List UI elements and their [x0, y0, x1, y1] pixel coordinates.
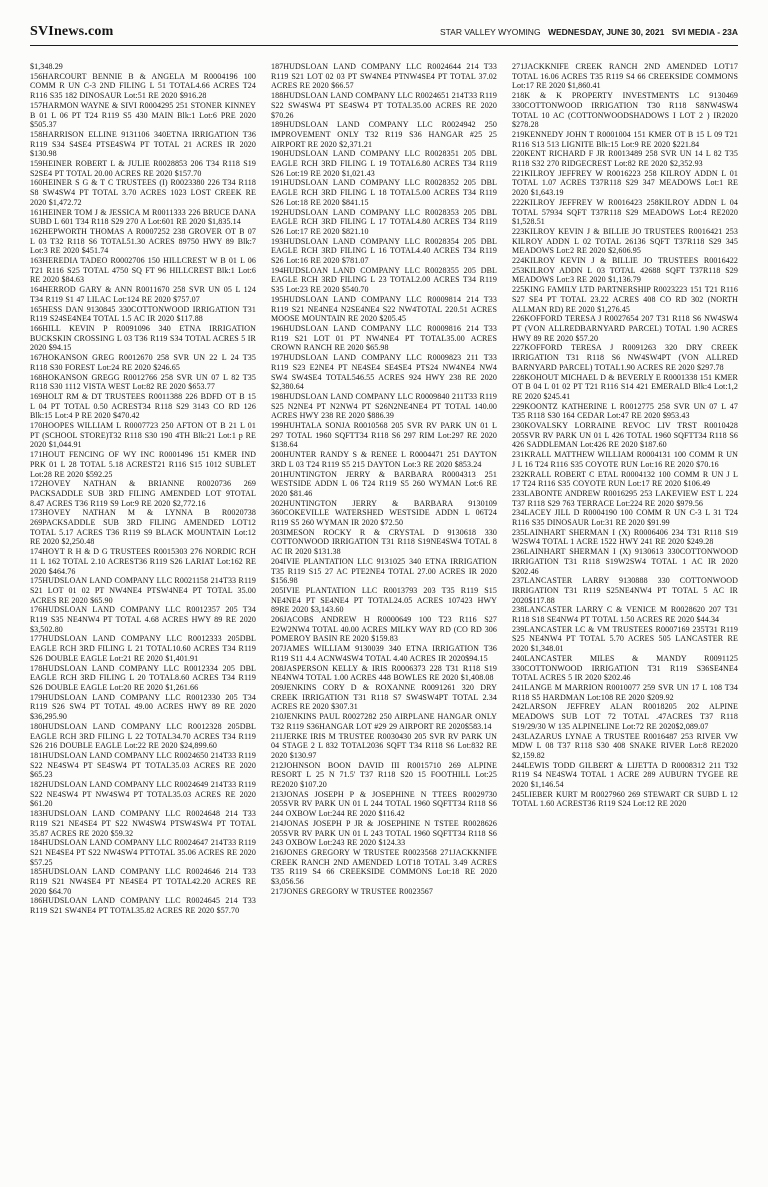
tax-entry: 232KRALL ROBERT C ETAL R0004132 100 COMM R UN J L 17 T24 R116 S35 COYOTE RUN Lot:17 RE 2020 $106.49 [512, 469, 738, 489]
tax-entry: 158HARRISON ELLINE 9131106 340ETNA IRRIGATION T36 R119 S34 S4SE4 PTSE4SW4 PT TOTAL 21 ACRES IR 2020 $130.98 [30, 129, 256, 159]
tax-entry: 235LAINHART SHERMAN I (X) R0006406 234 T31 R118 S19 W2SW4 TOTAL 1 ACRE 1522 HWY 241 RE 2020 $249.28 [512, 527, 738, 547]
notice-column-1 [30, 62, 256, 916]
tax-entry: 191HUDSLOAN LAND COMPANY LLC R0028352 205 DBL EAGLE RCH 3RD FILING L 18 TOTAL5.00 ACRES T34 R119 S26 Lot:18 RE 2020 $841.15 [271, 178, 497, 207]
header-rule [30, 45, 738, 46]
dateline [435, 27, 738, 37]
tax-entry: 201HUNTINGTON JERRY & BARBARA R0004313 251 WESTSIDE ADDN L 06 T24 R119 S5 260 WYMAN Lot:6 RE 2020 $81.46 [271, 469, 497, 498]
tax-entry: 184HUDSLOAN LAND COMPANY LLC R0024647 214T33 R119 S21 NE4SE4 PT S22 NW4SW4 PTTOTAL 35.06 ACRES RE 2020 $57.25 [30, 838, 256, 867]
tax-entry: 224KILROY KEVIN J & BILLIE JO TRUSTEES R0016422 253KILROY ADDN L 03 TOTAL 42688 SQFT T37R118 S29 MEADOWS Lot:3 RE 2020 $1,136.79 [512, 256, 738, 285]
tax-entry: 223KILROY KEVIN J & BILLIE JO TRUSTEES R0016421 253 KILROY ADDN L 02 TOTAL 26136 SQFT T37R118 S29 345 MEADOWS Lot:2 RE 2020 $2,606.95 [512, 226, 738, 256]
tax-entry: 238LANCASTER LARRY C & VENICE M R0028620 207 T31 R118 S18 SE4NW4 PT TOTAL 1.50 ACRES RE 2020 $44.34 [512, 605, 738, 625]
tax-entry: 202HUNTINGTON JERRY & BARBARA 9130109 360COKEVILLE WATERSHED WESTSIDE ADDN L 06T24 R119 S5 260 WYMAN IR 2020 $72.50 [271, 498, 497, 528]
tax-entry: 212JOHNSON BOON DAVID III R0015710 269 ALPINE RESORT L 25 N 71.5' T37 R118 S20 15 FOOTHILL Lot:25 RE2020 $107.20 [271, 760, 497, 790]
tax-entry: 196HUDSLOAN LAND COMPANY LLC R0009816 214 T33 R119 S21 LOT 01 PT NW4NE4 PT TOTAL35.00 ACRES CROWN RANCH RE 2020 $65.98 [271, 323, 497, 353]
tax-entry: 176HUDSLOAN LAND COMPANY LLC R0012357 205 T34 R119 S35 NE4NW4 PT TOTAL 4.68 ACRES HWY 89 RE 2020 $3,502.80 [30, 605, 256, 634]
tax-entry: 162HEPWORTH THOMAS A R0007252 238 GROVER OT B 07 L 03 T32 R118 S6 TOTAL51.30 ACRES 89750 HWY 89 Blk:7 Lot:3 RE 2020 $451.74 [30, 226, 256, 256]
tax-entry: 198HUDSLOAN LAND COMPANY LLC R0009840 211T33 R119 S25 N2NE4 PT N2NW4 PT S26N2NE4NE4 PT TOTAL 140.00 ACRES HWY 238 RE 2020 $886.39 [271, 391, 497, 421]
tax-entry: $1,348.29 [30, 62, 63, 71]
tax-entry: 213JONAS JOSEPH P & JOSEPHINE N TTEES R0029730 205SVR RV PARK UN 01 L 244 TOTAL 1960 SQFTT34 R118 S6 244 OXBOW Lot:244 RE 2020 $116.42 [271, 789, 497, 819]
tax-entry: 178HUDSLOAN LAND COMPANY LLC R0012334 205 DBL EAGLE RCH 3RD FILING L 20 TOTAL8.60 ACRES T34 R119 S26 DOUBLE EAGLE Lot:20 RE 2020 $1,261.66 [30, 663, 256, 692]
tax-entry: 242LARSON JEFFREY ALAN R0018205 202 ALPINE MEADOWS SUB LOT 72 TOTAL .47ACRES T37 R118 S19/29/30 W 135 ALPINELINE Lot:72 RE 2020$2,089.07 [512, 702, 738, 731]
tax-entry: 175HUDSLOAN LAND COMPANY LLC R0021158 214T33 R119 S21 LOT 01 02 PT NW4NE4 PTSW4NE4 PT TOTAL 35.00 ACRES RE 2020 $65.90 [30, 576, 256, 605]
tax-entry: 159HEINER ROBERT L & JULIE R0028853 206 T34 R118 S19 S2SE4 PT TOTAL 20.00 ACRES RE 2020 $157.70 [30, 159, 256, 178]
tax-entry: 203IMESON ROCKY R & CRYSTAL D 9130618 330 COTTONWOOD IRRIGATION T31 R118 S19NE4SW4 TOTAL 8 AC IR 2020 $131.38 [271, 527, 497, 557]
tax-entry: 190HUDSLOAN LAND COMPANY LLC R0028351 205 DBL EAGLE RCH 3RD FILING L 19 TOTAL6.80 ACRES T34 R119 S26 Lot:19 RE 2020 $1,021.43 [271, 149, 497, 178]
tax-entry: 221KILROY JEFFREY W R0016223 258 KILROY ADDN L 01 TOTAL 1.07 ACRES T37R118 S29 347 MEADOWS Lot:1 RE 2020 $1,643.19 [512, 168, 738, 198]
tax-entry: 228KOHOUT MICHAEL D & BEVERLY E R0001338 151 KMER OT B 04 L 01 02 PT T21 R116 S14 421 EMERALD Blk:4 Lot:1,2 RE 2020 $245.41 [512, 372, 738, 401]
tax-entry: 237LANCASTER LARRY 9130888 330 COTTONWOOD IRRIGATION T31 R119 S25NE4NW4 PT TOTAL 5 AC IR 2020$117.88 [512, 576, 738, 605]
tax-entry: 181HUDSLOAN LAND COMPANY LLC R0024650 214T33 R119 S22 NE4SW4 PT SE4SW4 PT TOTAL35.03 ACRES RE 2020 $65.23 [30, 750, 256, 780]
tax-entry: 206JACOBS ANDREW H R0000649 100 T23 R116 S27 E2W2NW4 TOTAL 40.00 ACRES MILKY WAY RD (CO RD 306 POMEROY BASIN RE 2020 $159.83 [271, 615, 497, 644]
tax-entry: 189HUDSLOAN LAND COMPANY LLC R0024942 250 IMPROVEMENT ONLY T32 R119 S36 HANGAR #25 25 AIRPORT RE 2020 $2,371.21 [271, 120, 497, 149]
tax-entry: 170HOOPES WILLIAM L R0007723 250 AFTON OT B 21 L 01 PT (SCHOOL STORE)T32 R118 S30 190 4TH Blk:21 Lot:1 p RE 2020 $1,044.91 [30, 421, 256, 450]
tax-entry: 165HESS DAN 9130845 330COTTONWOOD IRRIGATION T31 R119 S24SE4NE4 TOTAL 1.5 AC IR 2020 $117.88 [30, 304, 256, 324]
notice-column-3 [512, 62, 738, 916]
dateline-location: STAR VALLEY WYOMING [439, 27, 541, 37]
tax-entry: 163HEREDIA TADEO R0002706 150 HILLCREST W B 01 L 06 T21 R116 S25 TOTAL 4750 SQ FT 96 HILLCREST Blk:1 Lot:6 RE 2020 $84.63 [30, 256, 256, 285]
tax-entry: 209JENKINS CORY D & ROXANNE R0091261 320 DRY CREEK IRRIGATION T31 R118 S7 SW4SW4PT TOTAL 2.34 ACRES RE 2020 $307.31 [271, 683, 497, 712]
tax-entry: 179HUDSLOAN LAND COMPANY LLC R0012330 205 T34 R119 S26 SW4 PT TOTAL 49.00 ACRES HWY 89 RE 2020 $36,295.90 [30, 692, 256, 722]
tax-entry: 229KOONTZ KATHERINE L R0012775 258 SVR UN 07 L 47 T35 R118 S30 164 CEDAR Lot:47 RE 2020 $953.43 [512, 401, 738, 421]
tax-entry: 240LANCASTER MILES & MANDY R0091125 330COTTONWOOD IRRIGATION T31 R119 S36SE4NE4 TOTAL ACRES 5 IR 2020 $202.46 [512, 653, 738, 683]
tax-entry: 174HOYT R H & D G TRUSTEES R0015303 276 NORDIC RCH 11 L 162 TOTAL 2.10 ACREST36 R119 S26 LARIAT Lot:162 RE 2020 $464.76 [30, 547, 256, 576]
tax-entry: 236LAINHART SHERMAN I (X) 9130613 330COTTONWOOD IRRIGATION T31 R118 S19W2SW4 TOTAL 1 AC IR 2020 $202.46 [512, 547, 738, 576]
tax-entry: 157HARMON WAYNE & SIVI R0004295 251 STONER KINNEY B 01 L 06 PT T24 R119 S5 430 MAIN Blk:1 Lot:6 PRE 2020 $505.37 [30, 100, 256, 130]
tax-entry: 166HILL KEVIN P R0091096 340 ETNA IRRIGATION BUCKSKIN CROSSING L 03 T36 R119 S34 TOTAL ACRES 5 IR 2020 $94.15 [30, 323, 256, 353]
tax-entry: 204IVIE PLANTATION LLC 9131025 340 ETNA IRRIGATION T35 R119 S15 27 AC PTE2NE4 TOTAL 27.00 ACRES IR 2020 $156.98 [271, 556, 497, 586]
tax-entry: 220KENT RICHARD F JR R0013489 258 SVR UN 14 L 82 T35 R118 S32 270 RIDGECREST Lot:82 RE 2020 $2,352.93 [512, 149, 738, 169]
tax-entry: 227KOFFORD TERESA J R0091263 320 DRY CREEK IRRIGATION T31 R118 S6 NW4SW4PT (VON ALLRED BARNYARD PARCEL) TOTAL1.90 ACRES RE 2020 $297.78 [512, 343, 738, 372]
tax-entry: 200HUNTER RANDY S & RENEE L R0004471 251 DAYTON 3RD L 03 T24 R119 S5 215 DAYTON Lot:3 RE 2020 $853.24 [271, 450, 497, 469]
tax-entry: 156HARCOURT BENNIE B & ANGELA M R0004196 100 COMM R UN C-3 2ND FILING L 51 TOTAL4.66 ACRES T24 R116 S35 182 DINOSAUR Lot:51 RE 2020 $916.28 [30, 71, 256, 101]
dateline-edition: SVI MEDIA - 23A [671, 27, 738, 37]
tax-entry: 207JAMES WILLIAM 9130039 340 ETNA IRRIGATION T36 R119 S11 4.4 ACNW4SW4 TOTAL 4.40 ACRES IR 2020$94.15 [271, 644, 497, 663]
tax-entry: 172HOVEY NATHAN & BRIANNE R0020736 269 PACKSADDLE SUB 3RD FILING AMENDED LOT 9TOTAL 8.47 ACRES T36 R119 S9 Lot:9 RE 2020 $2,772.16 [30, 479, 256, 508]
tax-entry: 185HUDSLOAN LAND COMPANY LLC R0024646 214 T33 R119 S21 NW4SE4 PT NE4SE4 PT TOTAL42.20 ACRES RE 2020 $64.70 [30, 867, 256, 896]
notice-column-2 [271, 62, 497, 916]
tax-entry: 231KRALL MATTHEW WILLIAM R0004131 100 COMM R UN J L 16 T24 R116 S35 COYOTE RUN Lot:16 RE 2020 $70.16 [512, 450, 738, 469]
tax-entry: 239LANCASTER LC & VM TRUSTEES R0007169 235T31 R119 S25 NE4NW4 PT TOTAL 5.70 ACRES 505 LANCASTER RE 2020 $1,348.01 [512, 624, 738, 654]
tax-entry: 216JONES GREGORY W TRUSTEE R0023568 271JACKKNIFE CREEK RANCH 2ND AMENDED LOT18 TOTAL 3.49 ACRES T35 R119 S4 66 CREEKSIDE COMMONS Lot:18 RE 2020 $3,056.56 [271, 847, 497, 887]
tax-entry: 186HUDSLOAN LAND COMPANY LLC R0024645 214 T33 R119 S21 SW4NE4 PT TOTAL35.82 ACRES RE 2020 $57.70 [30, 896, 256, 916]
tax-entry: 218K & K PROPERTY INVESTMENTS LC 9130469 330COTTONWOOD IRRIGATION T30 R118 S8NW4SW4 TOTAL 10 AC (COTTONWOODSHADOWS I LOT 2 ) IR2020 $278.28 [512, 91, 738, 130]
tax-entry: 271JACKKNIFE CREEK RANCH 2ND AMENDED LOT17 TOTAL 16.06 ACRES T35 R119 S4 66 CREEKSIDE COMMONS Lot:17 RE 2020 $1,860.41 [512, 62, 738, 91]
tax-entry: 164HERROD GARY & ANN R0011670 258 SVR UN 05 L 124 T34 R119 S1 47 LILAC Lot:124 RE 2020 $757.07 [30, 285, 256, 304]
tax-entry: 222KILROY JEFFREY W R0016423 258KILROY ADDN L 04 TOTAL 57934 SQFT T37R118 S29 MEADOWS Lot:4 RE2020 $1,528.51 [512, 197, 738, 227]
tax-entry: 173HOVEY NATHAN M & LYNNA B R0020738 269PACKSADDLE SUB 3RD FILING AMENDED LOT12 TOTAL 5.17 ACRES T36 R119 S9 BLACK MOUNTAIN Lot:12 RE 2020 $2,250.48 [30, 508, 256, 547]
tax-entry: 208JASPERSON KELLY & IRIS R0006373 228 T31 R118 S19 NE4NW4 TOTAL 1.00 ACRES 448 BOWLES RE 2020 $1,408.08 [271, 663, 497, 683]
tax-entry: 168HOKANSON GREGG R0012766 258 SVR UN 07 L 82 T35 R118 S30 1112 VISTA WEST Lot:82 RE 2020 $653.77 [30, 372, 256, 392]
tax-entry: 225KING FAMILY LTD PARTNERSHIP R0023223 151 T21 R116 S27 SE4 PT TOTAL 23.22 ACRES 408 CO RD 302 (NORTH ALLMAN RD) RE 2020 $1,276.45 [512, 285, 738, 314]
tax-entry: 192HUDSLOAN LAND COMPANY LLC R0028353 205 DBL EAGLE RCH 3RD FILING L 17 TOTAL4.80 ACRES T34 R119 S26 Lot:17 RE 2020 $821.10 [271, 207, 497, 236]
tax-entry: 161HEINER TOM J & JESSICA M R0011333 226 BRUCE DANA SUBD L 601 T34 R118 S29 270 A Lot:601 RE 2020 $1,835.14 [30, 207, 256, 227]
tax-entry: 182HUDSLOAN LAND COMPANY LLC R0024649 214T33 R119 S22 NE4SW4 PT NW4SW4 PT TOTAL35.03 ACRES RE 2020 $61.20 [30, 780, 256, 809]
tax-entry: 183HUDSLOAN LAND COMPANY LLC R0024648 214 T33 R119 S21 NE4SE4 PT S22 NW4SW4 PTSW4SW4 PT TOTAL 35.87 ACRES RE 2020 $59.32 [30, 809, 256, 838]
tax-entry: 160HEINER S G & T C TRUSTEES (I) R0023380 226 T34 R118 S8 SW4SW4 PT TOTAL 3.70 ACRES 1023 LOST CREEK RE 2020 $1,472.72 [30, 178, 256, 207]
tax-entry: 167HOKANSON GREG R0012670 258 SVR UN 22 L 24 T35 R118 S30 FOREST Lot:24 RE 2020 $246.65 [30, 353, 256, 372]
tax-entry: 214JONAS JOSEPH P JR & JOSEPHINE N TSTEE R0028626 205SVR RV PARK UN 01 L 243 TOTAL 1960 SQFTT34 R118 S6 243 OXBOW Lot:243 RE 2020 $124.33 [271, 818, 497, 848]
tax-entry: 210JENKINS PAUL R0027282 250 AIRPLANE HANGAR ONLY T32 R119 S36HANGAR LOT #29 29 AIRPORT RE 2020$583.14 [271, 712, 497, 731]
tax-entry: 188HUDSLOAN LAND COMPANY LLC R0024651 214T33 R119 S22 SW4SW4 PT SE4SW4 PT TOTAL35.00 ACRES RE 2020 $70.26 [271, 91, 497, 120]
site-title: SVInews.com [30, 24, 114, 39]
tax-entry: 193HUDSLOAN LAND COMPANY LLC R0028354 205 DBL EAGLE RCH 3RD FILING L 16 TOTAL4.40 ACRES T34 R119 S26 Lot:16 RE 2020 $781.07 [271, 236, 497, 266]
tax-entry: 245LIEBER KURT M R0027960 269 STEWART CR SUBD L 12 TOTAL 1.60 ACREST36 R119 S24 Lot:12 RE 2020 [512, 789, 738, 809]
tax-entry: 234LACEY JILL D R0004190 100 COMM R UN C-3 L 31 T24 R116 S35 DINOSAUR Lot:31 RE 2020 $91.99 [512, 508, 738, 528]
tax-entry: 197HUDSLOAN LAND COMPANY LLC R0009823 211 T33 R119 S23 E2NE4 PT NE4SE4 SE4SE4 PTS24 NW4NE4 NW4 SW4 SW4SE4 TOTAL546.55 ACRES 924 HWY 238 RE 2020 $2,380.64 [271, 353, 497, 392]
tax-entry: 180HUDSLOAN LAND COMPANY LLC R0012328 205DBL EAGLE RCH 3RD FILING L 22 TOTAL34.70 ACRES T34 R119 S26 216 DOUBLE EAGLE Lot:22 RE 2020 $24,899.60 [30, 721, 256, 751]
tax-entry: 194HUDSLOAN LAND COMPANY LLC R0028355 205 DBL EAGLE RCH 3RD FILING L 23 TOTAL2.00 ACRES T34 R119 S35 Lot:23 RE 2020 $540.70 [271, 265, 497, 295]
masthead [30, 24, 738, 40]
tax-entry: 226KOFFORD TERESA J R0027654 207 T31 R118 S6 NW4SW4 PT (VON ALLREDBARNYARD PARCEL) TOTAL 1.90 ACRES HWY 89 RE 2020 $57.20 [512, 314, 738, 343]
tax-entry: 177HUDSLOAN LAND COMPANY LLC R0012333 205DBL EAGLE RCH 3RD FILING L 21 TOTAL10.60 ACRES T34 R119 S26 DOUBLE EAGLE Lot:21 RE 2020 $1,401.91 [30, 634, 256, 663]
tax-entry: 205IVIE PLANTATION LLC R0013793 203 T35 R119 S15 NE4NE4 PT SE4NE4 PT TOTAL24.05 ACRES 107423 HWY 89RE 2020 $3,143.60 [271, 585, 497, 615]
tax-notice-columns [30, 62, 738, 916]
tax-entry: 241LANGE M MARRION R0010077 259 SVR UN 17 L 108 T34 R118 S5 HARDMAN Lot:108 RE 2020 $209.92 [512, 683, 738, 702]
tax-entry: 244LEWIS TODD GILBERT & LIJETTA D R0008312 211 T32 R119 S4 NE4SW4 TOTAL 1 ACRE 289 AUBURN TYGEE RE 2020 $1,146.54 [512, 760, 738, 790]
tax-entry: 243LAZARUS LYNAE A TRUSTEE R0016487 253 RIVER VW MDW L 08 T37 R118 S30 408 SNAKE RIVER Lot:8 RE2020 $2,159.82 [512, 731, 738, 760]
tax-entry: 169HOLT RM & DT TRUSTEES R0011388 226 BDFD OT B 15 L 04 PT TOTAL 0.50 ACREST34 R118 S29 3143 CO RD 126 Blk:15 Lot:4 P RE 2020 $470.42 [30, 391, 256, 421]
tax-entry: 195HUDSLOAN LAND COMPANY LLC R0009814 214 T33 R119 S21 NE4NE4 N2SE4NE4 S22 NW4TOTAL 220.51 ACRES MOOSE MOUNTAIN RE 2020 $205.45 [271, 294, 497, 324]
tax-entry: 199HUHTALA SONJA R0010568 205 SVR RV PARK UN 01 L 297 TOTAL 1960 SQFTT34 R118 S6 297 RIM Lot:297 RE 2020 $138.64 [271, 421, 497, 450]
tax-entry: 171HOUT FENCING OF WY INC R0001496 151 KMER IND PRK 01 L 28 TOTAL 5.18 ACREST21 R116 S15 1012 SUBLET Lot:28 RE 2020 $592.25 [30, 450, 256, 479]
dateline-date: WEDNESDAY, JUNE 30, 2021 [547, 27, 665, 37]
tax-entry: 211JERKE IRIS M TRUSTEE R0030430 205 SVR RV PARK UN 04 STAGE 2 L 832 TOTAL2036 SQFT T34 R118 S6 Lot:832 RE 2020 $130.97 [271, 731, 497, 760]
tax-entry: 230KOVALSKY LORRAINE REVOC LIV TRST R0010428 205SVR RV PARK UN 01 L 426 TOTAL 1960 SQFTT34 R118 S6 426 SADDLEMAN Lot:426 RE 2020 $187.60 [512, 421, 738, 450]
tax-entry: 187HUDSLOAN LAND COMPANY LLC R0024644 214 T33 R119 S21 LOT 02 03 PT SW4NE4 PTNW4SE4 PT TOTAL 37.02 ACRES RE 2020 $66.57 [271, 62, 497, 91]
tax-entry: 233LABONTE ANDREW R0016295 253 LAKEVIEW EST L 224 T37 R118 S29 763 TERRACE Lot:224 RE 2020 $979.56 [512, 488, 738, 508]
tax-entry: 219KENNEDY JOHN T R0001004 151 KMER OT B 15 L 09 T21 R116 S13 513 LIGNITE Blk:15 Lot:9 RE 2020 $221.84 [512, 129, 738, 149]
tax-entry: 217JONES GREGORY W TRUSTEE R0023567 [271, 886, 433, 896]
